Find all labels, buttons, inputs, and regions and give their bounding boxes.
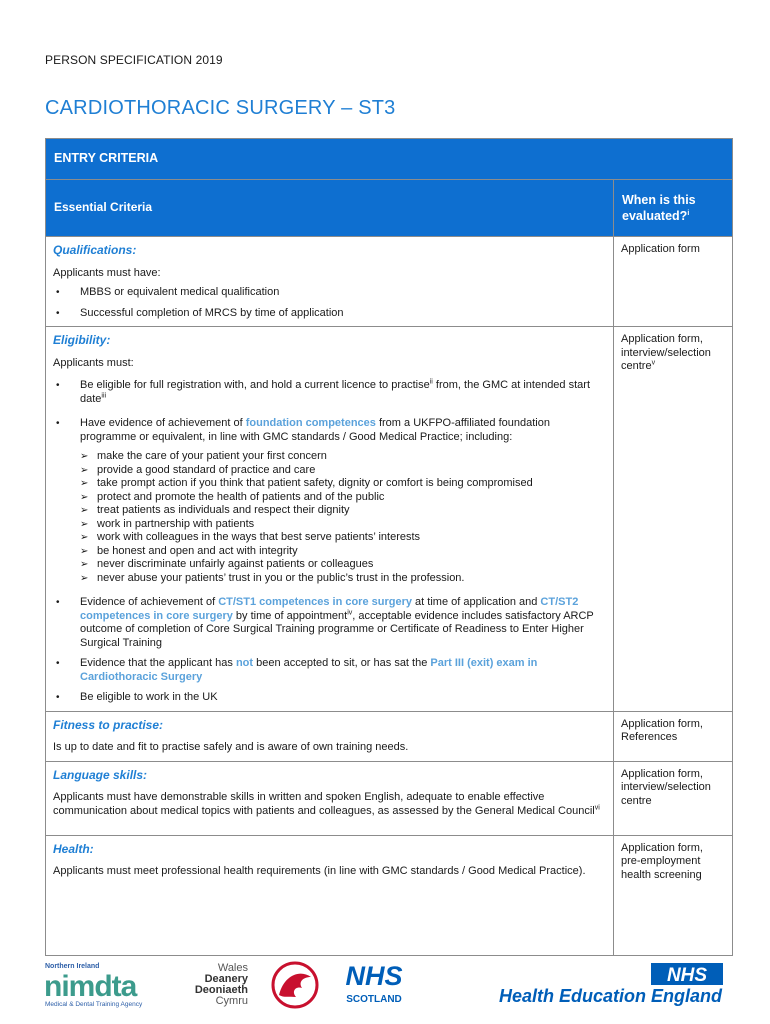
document-title: CARDIOTHORACIC SURGERY – ST3 <box>45 97 396 119</box>
language-when: Application form, interview/selection centre <box>614 761 733 835</box>
essential-criteria-header: Essential Criteria <box>46 180 614 237</box>
fitness-criteria <box>46 711 614 761</box>
svg-text:Medical & Dental Training Agen: Medical & Dental Training Agency <box>45 1001 143 1008</box>
list-item: • Evidence of achievement of CT/ST1 competences in core surgery at time of application and CT/ST2 competences in core surgery by time of appointment$^{iv}$, acceptable evidence includes satisfactory ARCP outcome of completion of Core Surgical Training programme or Certificate of Readiness to Enter Higher Surgical Training <box>53 596 605 650</box>
table-row <box>46 237 733 327</box>
ct2-competences-highlight: CT/ST2 competences in core surgery <box>80 596 579 622</box>
qualifications-criteria <box>46 237 614 327</box>
gmc-standards-list <box>80 450 605 585</box>
list-item: ➢ never abuse your patients’ trust in you or the public’s trust in the profession. <box>80 572 605 586</box>
entry-criteria-heading: ENTRY CRITERIA <box>46 139 733 180</box>
svg-text:Northern Ireland: Northern Ireland <box>45 963 100 970</box>
qualifications-title: Qualifications: <box>53 243 137 257</box>
ct1-competences-highlight: CT/ST1 competences in core surgery <box>218 596 412 608</box>
list-item: ➢ take prompt action if you think that patient safety, dignity or comfort is being compromised <box>80 477 605 491</box>
list-item: ➢ work in partnership with patients <box>80 518 605 532</box>
table-header-entry <box>46 139 733 180</box>
list-item: • MBBS or equivalent medical qualification <box>53 286 605 300</box>
when-evaluated-header: When is this evaluated?$^i$ <box>614 180 733 237</box>
list-item: ➢ never discriminate unfairly against patients or colleagues <box>80 558 605 572</box>
svg-text:SCOTLAND: SCOTLAND <box>346 994 402 1005</box>
svg-text:Wales: Wales <box>217 962 248 974</box>
language-text: Applicants must have demonstrable skills in written and spoken English, adequate to enable effective communication about medical topics with patients and colleagues, as assessed by the General Medical Council$^{vi}$ <box>53 791 600 817</box>
svg-text:NHS: NHS <box>345 961 403 991</box>
health-text: Applicants must meet professional health requirements (in line with GMC standards / Good Medical Practice). <box>53 865 586 877</box>
qualifications-intro: Applicants must have: <box>53 266 161 279</box>
health-title: Health: <box>53 841 94 856</box>
eligibility-title: Eligibility: <box>53 333 111 347</box>
list-item: • Evidence that the applicant has not been accepted to sit, or has sat the Part III (exit) exam in Cardiothoracic Surgery <box>53 657 605 684</box>
table-row <box>46 711 733 761</box>
list-item: ➢ work with colleagues in the ways that best serve patients’ interests <box>80 531 605 545</box>
dragon-emblem-icon <box>273 963 317 1007</box>
list-item: ➢ be honest and open and act with integrity <box>80 545 605 559</box>
list-item: • Successful completion of MRCS by time of application <box>53 307 605 321</box>
svg-text:Cymru: Cymru <box>215 995 248 1007</box>
foundation-competences-highlight: foundation competences <box>245 417 376 429</box>
document-label: PERSON SPECIFICATION 2019 <box>45 53 223 67</box>
entry-criteria-table <box>45 138 733 956</box>
nhs-scotland-logo <box>345 961 402 1005</box>
table-row <box>46 327 733 712</box>
svg-text:NHS: NHS <box>666 965 708 986</box>
qualifications-list <box>53 286 605 320</box>
health-education-england-logo <box>499 963 723 1006</box>
svg-text:nimdta: nimdta <box>44 970 137 1003</box>
nimdta-logo <box>44 963 143 1008</box>
list-item: • Have evidence of achievement of foundation competences from a UKFPO-affiliated foundation programme or equivalent, in line with GMC standards / Good Medical Practice; including: ➢ make the care of your patient your first concern ➢ provide a good standard of practice and care ➢ take prompt action if you think that patient safety, dignity or comfort is being compromised ➢ protect and promote the health of patients and of the public ➢ treat patients as individuals and respect their dignity ➢ work in partnership with patients ➢ work with colleagues in the ways that best serve patients’ interests ➢ be honest and open and act with integrity ➢ never discriminate unfairly against patients or colleagues ➢ never abuse your patients’ trust in you or the public’s trust in the profession. <box>53 417 605 585</box>
wales-deanery-logo <box>195 962 249 1007</box>
fitness-title: Fitness to practise: <box>53 717 164 732</box>
eligibility-criteria <box>46 327 614 712</box>
not-highlight: not <box>235 657 254 669</box>
list-item: ➢ protect and promote the health of patients and of the public <box>80 491 605 505</box>
fitness-when: Application form, References <box>614 711 733 761</box>
eligibility-when: Application form, interview/selection centre$^v$ <box>614 327 733 712</box>
list-item: • Be eligible for full registration with, and hold a current licence to practise$^{ii}$ from, the GMC at intended start date$^{iii}$ <box>53 379 605 406</box>
table-row <box>46 835 733 955</box>
qualifications-when: Application form <box>614 237 733 327</box>
svg-text:Health Education England: Health Education England <box>498 986 722 1006</box>
svg-text:Deanery: Deanery <box>204 973 248 985</box>
fitness-text: Is up to date and fit to practise safely and is aware of own training needs. <box>53 741 409 753</box>
health-criteria <box>46 835 614 955</box>
svg-text:Deoniaeth: Deoniaeth <box>194 984 248 996</box>
list-item: ➢ make the care of your patient your first concern <box>80 450 605 464</box>
language-criteria <box>46 761 614 835</box>
eligibility-list <box>53 379 605 705</box>
health-when: Application form, pre-employment health screening <box>614 835 733 955</box>
table-row <box>46 761 733 835</box>
list-item: ➢ provide a good standard of practice and care <box>80 464 605 478</box>
language-title: Language skills: <box>53 767 148 782</box>
eligibility-intro: Applicants must: <box>53 356 134 369</box>
list-item: ➢ treat patients as individuals and respect their dignity <box>80 504 605 518</box>
partner-logos-footer <box>0 955 770 1010</box>
table-header-columns <box>46 180 733 237</box>
exit-exam-highlight: Part III (exit) exam in Cardiothoracic Surgery <box>80 657 538 683</box>
list-item: • Be eligible to work in the UK <box>53 691 605 705</box>
